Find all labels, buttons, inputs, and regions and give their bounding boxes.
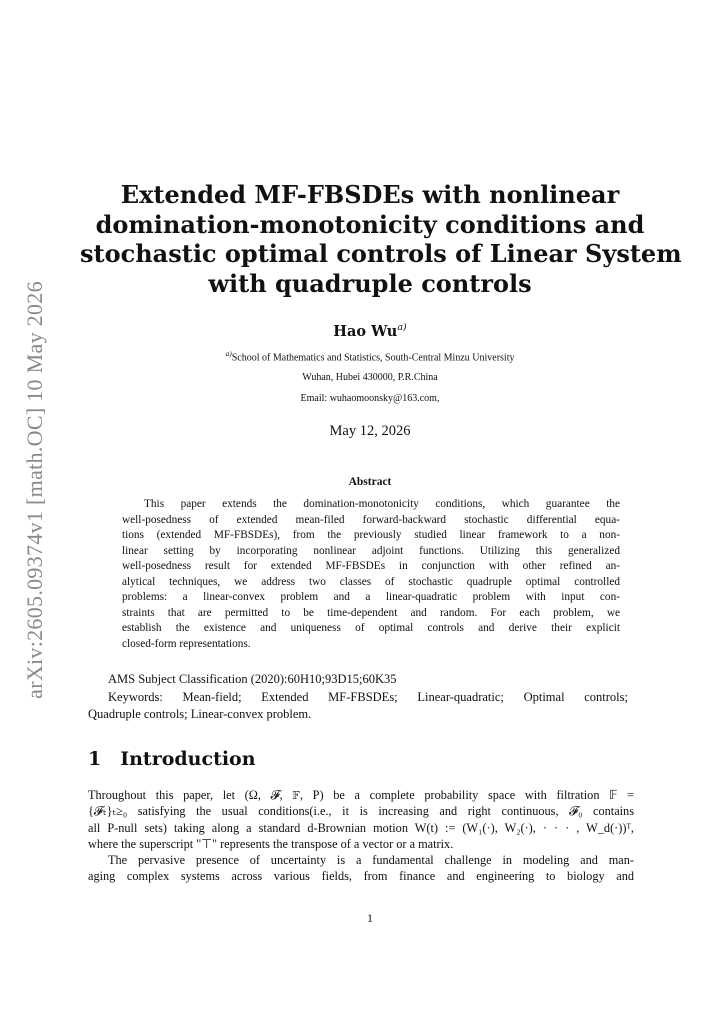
author-name: Hao Wu	[333, 322, 398, 340]
abstract-line: linear setting by incorporating nonlinear adjoint functions. Utilizing this generalized	[122, 544, 620, 557]
keywords-line: Keywords: Mean-field; Extended MF-FBSDEs; Linear-quadratic; Optimal controls;	[108, 690, 628, 704]
intro-line: {𝓕ₜ}ₜ≥₀ satisfying the usual conditions(i.e., it is increasing and right continuous, 𝓕₀ contains	[88, 804, 634, 819]
paper-title	[80, 180, 682, 298]
section-heading	[88, 748, 256, 770]
title-line: stochastic optimal controls of Linear System	[80, 239, 682, 268]
introduction-text	[88, 787, 634, 885]
author-mark: a)	[397, 322, 407, 333]
affiliation-institution: School of Mathematics and Statistics, South-Central Minzu University	[231, 352, 515, 364]
abstract-line: straints that are permitted to be time-dependent and random. For each problem, we	[122, 606, 620, 619]
paper-date: May 12, 2026	[329, 423, 411, 439]
page-number: 1	[367, 911, 373, 925]
abstract-line: establish the existence and uniqueness of optimal controls and derive their explicit	[122, 622, 620, 634]
ams-classification	[108, 671, 648, 688]
ams-code: 60H10;	[287, 672, 325, 686]
intro-line: aging complex systems across various fields, from finance and engineering to biology and	[88, 869, 634, 884]
arxiv-identifier[interactable]: arXiv:2605.09374v1 [math.OC] 10 May 2026	[22, 281, 47, 699]
affiliation	[0, 349, 721, 363]
title-line: with quadruple controls	[208, 268, 532, 298]
abstract-line: tions (extended MF-FBSDEs), from the previously studied linear framework to a non-	[122, 529, 620, 541]
author	[0, 322, 721, 340]
section-title: Introduction	[120, 748, 256, 770]
keywords	[88, 689, 628, 723]
abstract-line: well-posedness of extended mean-filed forward-backward stochastic differential equa-	[122, 513, 620, 526]
intro-line: where the superscript "⊤" represents the transpose of a vector or a matrix.	[88, 836, 454, 851]
intro-line: Throughout this paper, let (Ω, 𝓕, 𝔽, P) be a complete probability space with filtration 𝔽 =	[88, 788, 634, 802]
affiliation-mark: a)	[225, 349, 232, 358]
title-line: domination-monotonicity conditions and	[95, 209, 645, 239]
abstract-body	[122, 497, 620, 652]
abstract-heading: Abstract	[348, 476, 392, 488]
affiliation-address: Wuhan, Hubei 430000, P.R.China	[302, 372, 438, 383]
ams-code: 60K35	[362, 672, 397, 686]
abstract-line: well-posedness result for extended MF-FBSDEs in conjunction with other refined an-	[122, 560, 620, 572]
title-line: Extended MF-FBSDEs with nonlinear	[120, 180, 620, 209]
keywords-line: Quadruple controls; Linear-convex problem.	[88, 707, 312, 721]
abstract-line: alytical techniques, we address two classes of stochastic quadruple optimal controlled	[122, 575, 620, 588]
affiliation-email[interactable]: Email: wuhaomoonsky@163.com,	[300, 393, 440, 404]
abstract-line: closed-form representations.	[122, 637, 251, 650]
ams-code: 93D15;	[325, 672, 363, 686]
intro-line: all P-null sets) taking along a standard d-Brownian motion W(t) := (W₁(·), W₂(·), · · · , W_d(·))ᵀ,	[88, 820, 634, 835]
intro-line: The pervasive presence of uncertainty is a fundamental challenge in modeling and man-	[108, 853, 634, 868]
section-number: 1	[88, 748, 102, 770]
ams-label: AMS Subject Classification (2020):	[108, 672, 288, 686]
abstract-line: problems: a linear-convex problem and a linear-quadratic problem with input con-	[122, 591, 620, 603]
abstract-line: This paper extends the domination-monotonicity conditions, which guarantee the	[144, 498, 620, 510]
